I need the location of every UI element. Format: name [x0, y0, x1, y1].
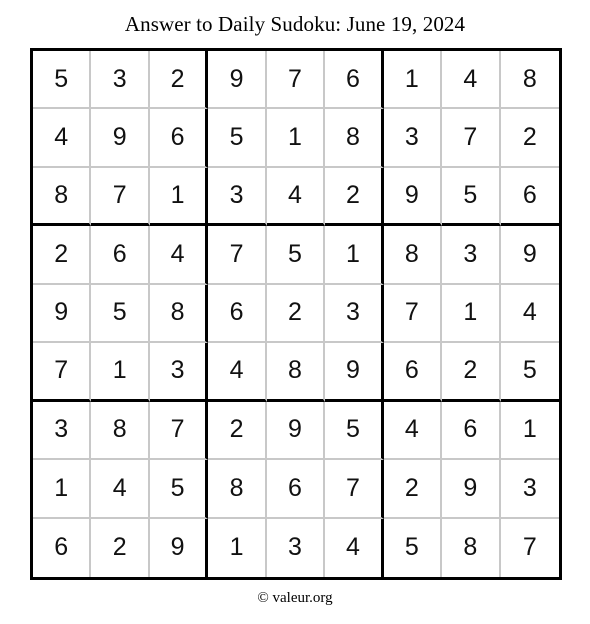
sudoku-cell: 3 — [91, 51, 149, 109]
sudoku-cell: 4 — [91, 460, 149, 518]
sudoku-cell: 7 — [150, 402, 208, 460]
sudoku-cell: 4 — [150, 226, 208, 284]
sudoku-cell: 7 — [442, 109, 500, 167]
sudoku-cell: 8 — [208, 460, 266, 518]
sudoku-cell: 6 — [384, 343, 442, 401]
sudoku-cell: 3 — [501, 460, 559, 518]
sudoku-cell: 2 — [33, 226, 91, 284]
sudoku-cell: 9 — [501, 226, 559, 284]
sudoku-cell: 9 — [267, 402, 325, 460]
sudoku-cell: 7 — [522, 533, 537, 562]
sudoku-cell: 4 — [442, 51, 500, 109]
sudoku-cell: 8 — [442, 519, 500, 577]
sudoku-cell: 6 — [150, 109, 208, 167]
sudoku-cell: 6 — [442, 402, 500, 460]
sudoku-cell: 2 — [208, 402, 266, 460]
sudoku-cell: 1 — [442, 285, 500, 343]
sudoku-cell: 7 — [384, 285, 442, 343]
sudoku-cell: 6 — [267, 460, 325, 518]
sudoku-cell: 3 — [325, 285, 383, 343]
sudoku-cell: 4 — [501, 285, 559, 343]
sudoku-cell: 9 — [325, 343, 383, 401]
sudoku-cell: 1 — [325, 226, 383, 284]
sudoku-cell: 9 — [33, 285, 91, 343]
sudoku-cell: 1 — [33, 460, 91, 518]
sudoku-cell: 1 — [91, 343, 149, 401]
sudoku-cell: 5 — [33, 51, 91, 109]
page-title: Answer to Daily Sudoku: June 19, 2024 — [124, 12, 466, 36]
sudoku-cell: 8 — [91, 402, 149, 460]
sudoku-grid — [30, 48, 562, 580]
sudoku-cell: 3 — [208, 168, 266, 226]
sudoku-cell: 5 — [384, 519, 442, 577]
sudoku-cell: 5 — [208, 109, 266, 167]
sudoku-cell: 4 — [208, 343, 266, 401]
sudoku-cell: 5 — [442, 168, 500, 226]
sudoku-cell: 7 — [267, 51, 325, 109]
sudoku-cell: 5 — [501, 343, 559, 401]
sudoku-cell: 8 — [501, 51, 559, 109]
sudoku-cell: 8 — [325, 109, 383, 167]
sudoku-cell: 9 — [384, 168, 442, 226]
sudoku-cell: 2 — [150, 51, 208, 109]
sudoku-cell: 4 — [33, 109, 91, 167]
sudoku-cell: 2 — [325, 168, 383, 226]
sudoku-cell: 7 — [33, 343, 91, 401]
sudoku-cell: 8 — [384, 226, 442, 284]
sudoku-cell: 6 — [91, 226, 149, 284]
sudoku-cell: 9 — [91, 109, 149, 167]
sudoku-cell: 4 — [384, 402, 442, 460]
sudoku-cell: 6 — [33, 519, 91, 577]
sudoku-cell: 5 — [150, 460, 208, 518]
sudoku-cell: 3 — [267, 519, 325, 577]
sudoku-cell: 1 — [267, 109, 325, 167]
sudoku-cell: 3 — [150, 343, 208, 401]
sudoku-cell: 6 — [325, 51, 383, 109]
sudoku-cell: 3 — [442, 226, 500, 284]
sudoku-cell: 3 — [33, 402, 91, 460]
sudoku-cell: 8 — [267, 343, 325, 401]
sudoku-cell: 1 — [501, 402, 559, 460]
copyright-footer: © valeur.org — [257, 590, 333, 606]
sudoku-cell: 2 — [501, 109, 559, 167]
sudoku-cell: 2 — [91, 519, 149, 577]
sudoku-cell: 6 — [501, 168, 559, 226]
sudoku-cell: 2 — [442, 343, 500, 401]
sudoku-cell: 7 — [208, 226, 266, 284]
sudoku-cell: 4 — [325, 519, 383, 577]
sudoku-cell: 5 — [325, 402, 383, 460]
sudoku-cell: 1 — [208, 519, 266, 577]
sudoku-cell: 7 — [91, 168, 149, 226]
sudoku-cell: 9 — [208, 51, 266, 109]
sudoku-cell: 5 — [91, 285, 149, 343]
sudoku-cell: 1 — [150, 168, 208, 226]
sudoku-cell: 6 — [208, 285, 266, 343]
sudoku-cell: 2 — [267, 285, 325, 343]
sudoku-cell: 7 — [325, 460, 383, 518]
sudoku-cell: 1 — [384, 51, 442, 109]
sudoku-cell: 2 — [384, 460, 442, 518]
sudoku-cell: 9 — [150, 519, 208, 577]
sudoku-cell: 8 — [33, 168, 91, 226]
sudoku-cell: 8 — [150, 285, 208, 343]
sudoku-cell: 5 — [267, 226, 325, 284]
sudoku-cell: 4 — [267, 168, 325, 226]
sudoku-cell: 3 — [384, 109, 442, 167]
sudoku-cell: 9 — [442, 460, 500, 518]
